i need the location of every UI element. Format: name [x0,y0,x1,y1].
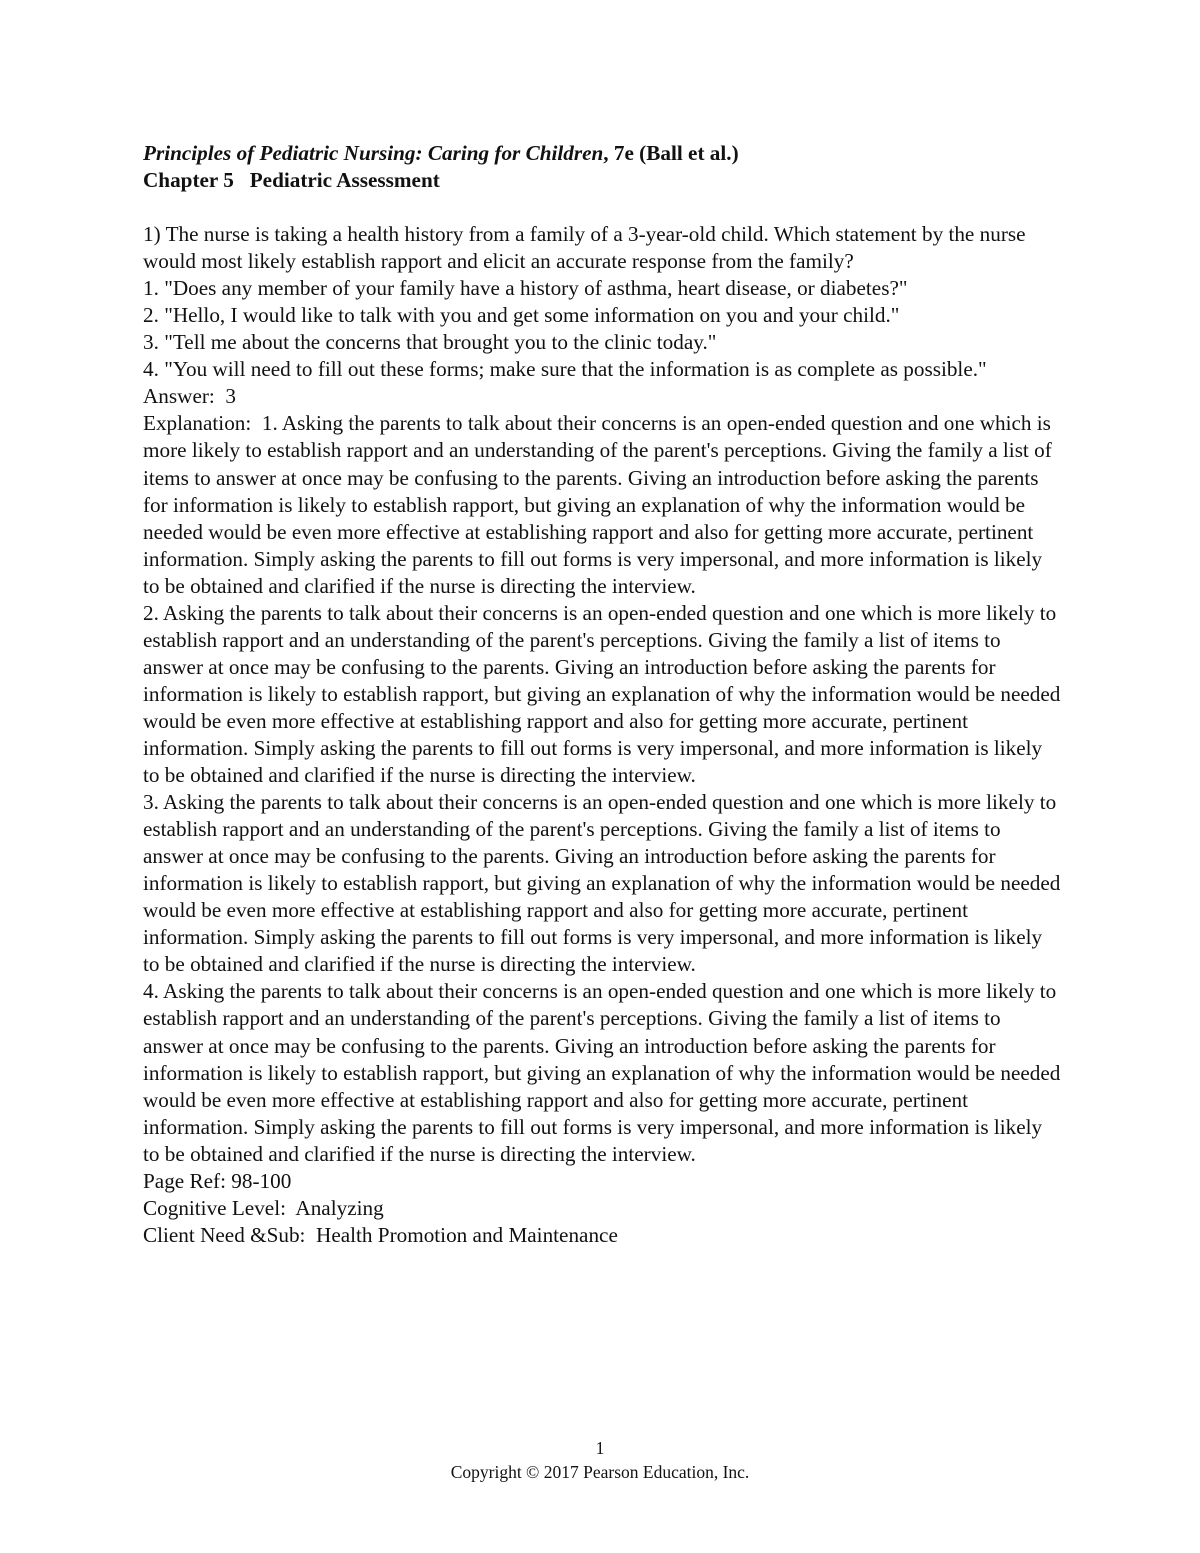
page-reference: Page Ref: 98-100 [143,1168,292,1193]
question-stem: 1) The nurse is taking a health history from a family of a 3-year-old child. Which statement by the nurse would most likely establish rapport and elicit an accurate response from the family? [143,222,1031,274]
page-number: 1 [595,1438,605,1458]
book-heading [143,140,1063,167]
client-need: Client Need &Sub: Health Promotion and Maintenance [143,1222,618,1247]
explanation-paragraph: 2. Asking the parents to talk about their concerns is an open-ended question and one which is more likely to establish rapport and an understanding of the parent's perceptions. Giving the family a list of items to answer at once may be confusing to the parents. Giving an introduction before asking the parents for information is likely to establish rapport, but giving an explanation of why the information would be needed would be even more effective at establishing rapport and also for getting more accurate, pertinent information. Simply asking the parents to fill out forms is very impersonal, and more information is likely to be obtained and clarified if the nurse is directing the interview. [143,600,1066,788]
explanation-paragraph: Explanation: 1. Asking the parents to talk about their concerns is an open-ended question and one which is more likely to establish rapport and an understanding of the parent's perceptions. Giving the family a list of items to answer at once may be confusing to the parents. Giving an introduction before asking the parents for information is likely to establish rapport, but giving an explanation of why the information would be needed would be even more effective at establishing rapport and also for getting more accurate, pertinent information. Simply asking the parents to fill out forms is very impersonal, and more information is likely to be obtained and clarified if the nurse is directing the interview. [143,411,1058,598]
copyright-notice: Copyright © 2017 Pearson Education, Inc. [450,1462,750,1482]
explanation-paragraph: 4. Asking the parents to talk about their concerns is an open-ended question and one which is more likely to establish rapport and an understanding of the parent's perceptions. Giving the family a list of items to answer at once may be confusing to the parents. Giving an introduction before asking the parents for information is likely to establish rapport, but giving an explanation of why the information would be needed would be even more effective at establishing rapport and also for getting more accurate, pertinent information. Simply asking the parents to fill out forms is very impersonal, and more information is likely to be obtained and clarified if the nurse is directing the interview. [143,979,1066,1166]
answer-option: 3. "Tell me about the concerns that brought you to the clinic today." [143,330,717,355]
book-edition: , 7e (Ball et al.) [603,141,739,165]
explanation-paragraph: 3. Asking the parents to talk about their concerns is an open-ended question and one which is more likely to establish rapport and an understanding of the parent's perceptions. Giving the family a list of items to answer at once may be confusing to the parents. Giving an introduction before asking the parents for information is likely to establish rapport, but giving an explanation of why the information would be needed would be even more effective at establishing rapport and also for getting more accurate, pertinent information. Simply asking the parents to fill out forms is very impersonal, and more information is likely to be obtained and clarified if the nurse is directing the interview. [143,790,1066,977]
spacer [143,194,1063,221]
answer-option: 1. "Does any member of your family have a history of asthma, heart disease, or diabetes?" [143,276,908,301]
chapter-title: Chapter 5 Pediatric Assessment [143,168,440,193]
answer-option: 4. "You will need to fill out these forms; make sure that the information is as complete as possible." [143,357,987,382]
book-title: Principles of Pediatric Nursing: Caring for Children [143,141,604,165]
page-content [143,140,1066,1249]
answer-option: 2. "Hello, I would like to talk with you and get some information on you and your child." [143,303,900,328]
correct-answer: Answer: 3 [143,384,236,409]
cognitive-level: Cognitive Level: Analyzing [143,1195,384,1220]
